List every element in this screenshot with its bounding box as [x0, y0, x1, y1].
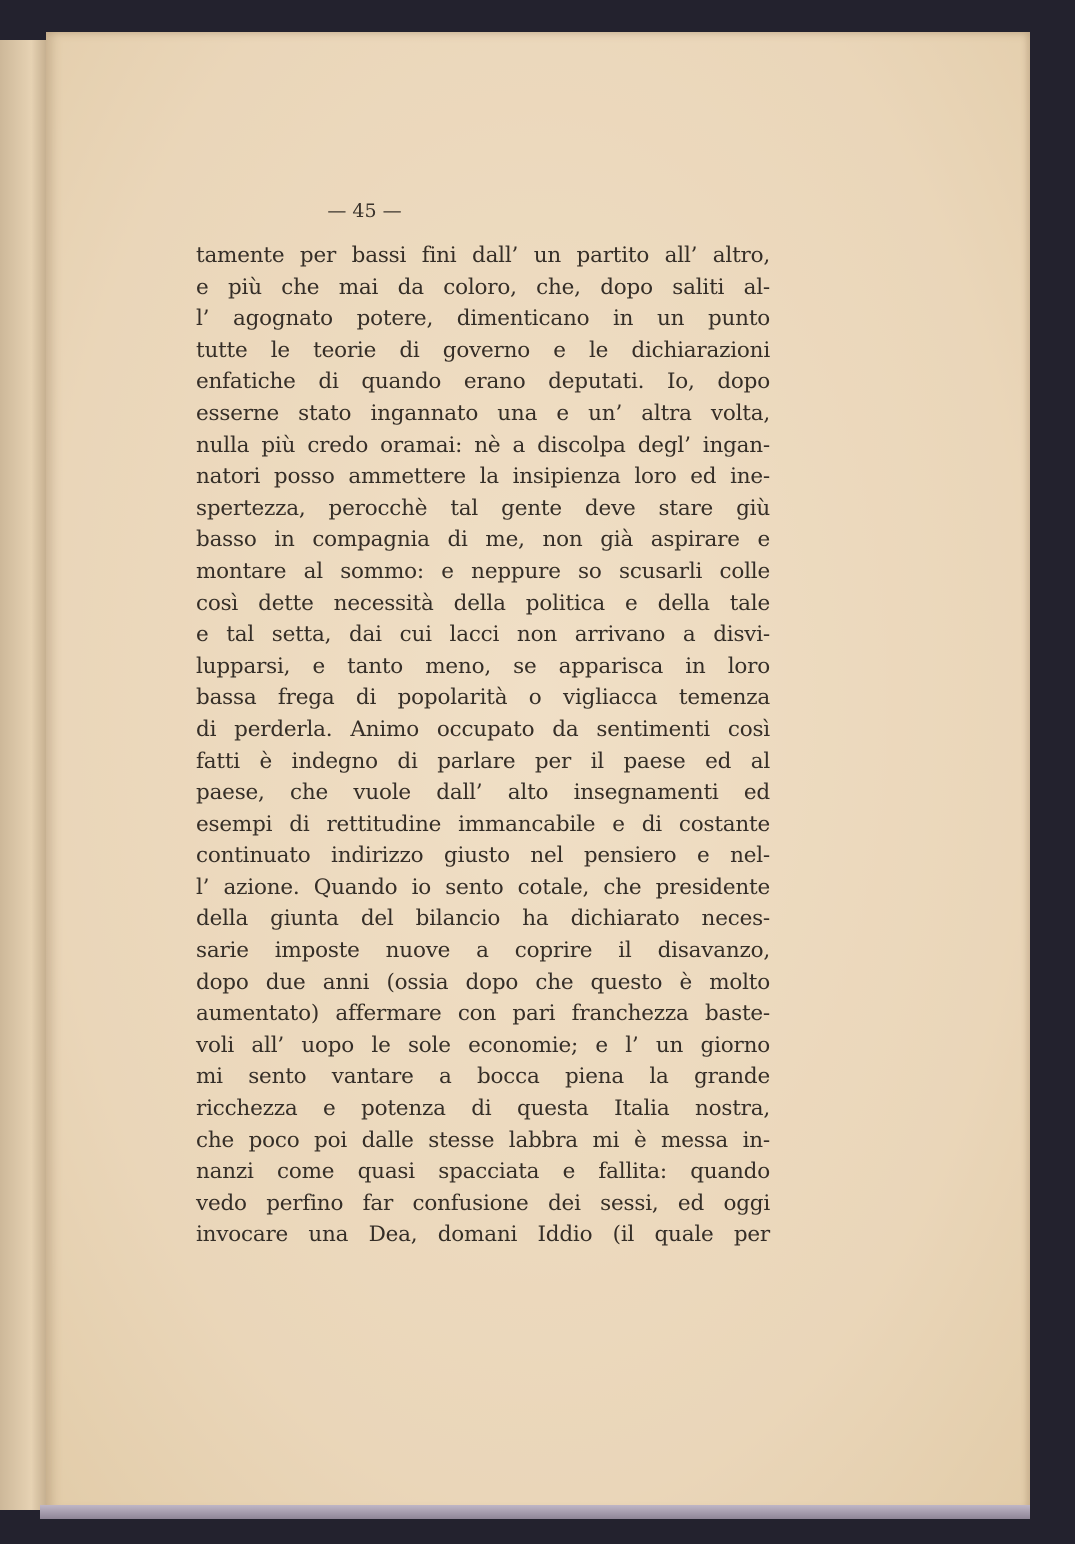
- text-line: basso in compagnia di me, non già aspirare e: [196, 527, 770, 553]
- text-line: natori posso ammettere la insipienza loro ed ine-: [196, 464, 770, 490]
- text-line: esempi di rettitudine immancabile e di costante: [196, 811, 770, 837]
- text-line: enfatiche di quando erano deputati. Io, dopo: [196, 369, 770, 395]
- text-line: tutte le teorie di governo e le dichiarazioni: [196, 337, 770, 363]
- text-line: l’ azione. Quando io sento cotale, che presidente: [196, 874, 770, 900]
- page-number: [0, 200, 1075, 222]
- page-bottom-edge: [40, 1505, 1030, 1519]
- text-line: di perderla. Animo occupato da sentimenti così: [196, 716, 770, 742]
- text-line: nanzi come quasi spacciata e fallita: quando: [196, 1159, 770, 1185]
- text-line: ricchezza e potenza di questa Italia nostra,: [196, 1096, 770, 1122]
- text-line: esserne stato ingannato una e un’ altra volta,: [196, 400, 770, 426]
- text-line: vedo perfino far confusione dei sessi, ed oggi: [196, 1190, 770, 1216]
- text-line: l’ agognato potere, dimenticano in un punto: [196, 306, 770, 332]
- previous-page-edge: [0, 40, 52, 1510]
- text-line: della giunta del bilancio ha dichiarato neces-: [196, 906, 770, 932]
- text-line: che poco poi dalle stesse labbra mi è messa in-: [196, 1127, 770, 1153]
- text-line: continuato indirizzo giusto nel pensiero e nel-: [196, 843, 770, 869]
- text-line: montare al sommo: e neppure so scusarli colle: [196, 558, 770, 584]
- text-line: dopo due anni (ossia dopo che questo è molto: [196, 969, 770, 995]
- text-line: aumentato) affermare con pari franchezza baste-: [196, 1001, 770, 1027]
- text-line: lupparsi, e tanto meno, se apparisca in loro: [196, 653, 770, 679]
- text-line: così dette necessità della politica e della tale: [196, 590, 770, 616]
- text-line: nulla più credo oramai: nè a discolpa degl’ ingan-: [196, 432, 770, 458]
- page-number-text: — 45 —: [327, 200, 402, 222]
- text-line: invocare una Dea, domani Iddio (il quale per: [196, 1222, 770, 1248]
- text-line: spertezza, perocchè tal gente deve stare giù: [196, 495, 770, 521]
- text-line: sarie imposte nuove a coprire il disavanzo,: [196, 938, 770, 964]
- text-line: fatti è indegno di parlare per il paese ed al: [196, 748, 770, 774]
- body-text: [196, 240, 770, 1251]
- text-line: voli all’ uopo le sole economie; e l’ un giorno: [196, 1032, 770, 1058]
- text-line: bassa frega di popolarità o vigliacca temenza: [196, 685, 770, 711]
- text-line: e più che mai da coloro, che, dopo saliti al-: [196, 274, 770, 300]
- text-line: mi sento vantare a bocca piena la grande: [196, 1064, 770, 1090]
- text-line: tamente per bassi fini dall’ un partito all’ altro,: [196, 243, 770, 268]
- text-line: paese, che vuole dall’ alto insegnamenti ed: [196, 780, 770, 806]
- text-line: e tal setta, dai cui lacci non arrivano a disvi-: [196, 622, 770, 648]
